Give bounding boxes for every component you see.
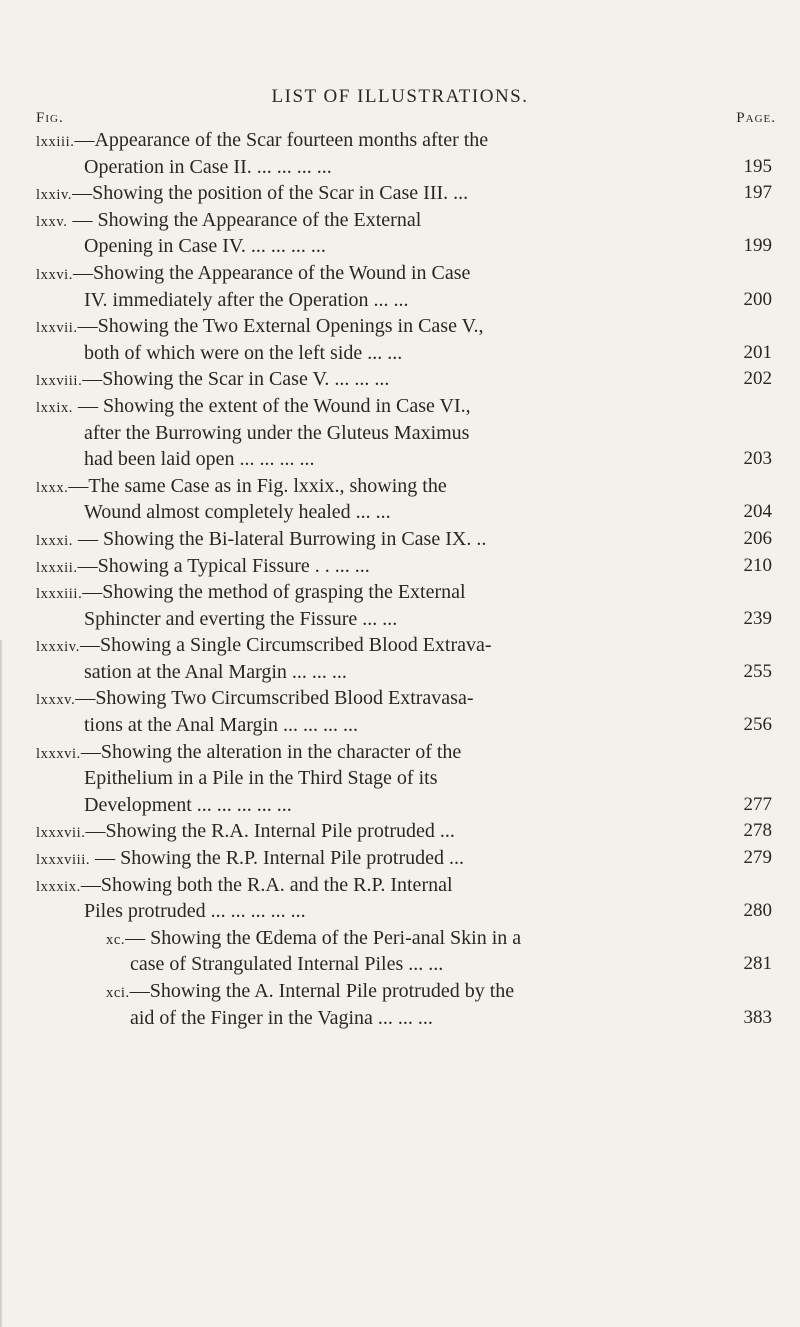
page-number: 280 <box>743 900 772 922</box>
entry-line <box>0 553 800 580</box>
list-item <box>0 260 800 313</box>
separator-dash: — <box>82 581 103 604</box>
entry-text: Showing the R.A. Internal Pile protruded ... <box>105 820 455 843</box>
separator-dash: — <box>67 208 98 231</box>
entry-text: Showing the extent of the Wound in Case VI., <box>103 394 471 417</box>
page-number: 206 <box>743 527 772 549</box>
list-item <box>0 473 800 526</box>
illustration-list <box>0 127 800 1031</box>
list-item <box>0 313 800 366</box>
figure-number: xc. <box>106 931 126 948</box>
figure-number: lxxxiii. <box>36 586 83 603</box>
entry-line <box>0 420 800 447</box>
page-number: 277 <box>743 793 772 815</box>
figure-number: lxxiii. <box>36 134 75 150</box>
page-number: 204 <box>743 501 772 523</box>
separator-dash: — <box>73 394 104 417</box>
list-item <box>0 845 800 872</box>
entry-line <box>0 526 800 553</box>
entry-line <box>0 739 800 766</box>
page-number: 279 <box>743 847 772 869</box>
separator-dash: — <box>125 926 151 949</box>
list-item <box>0 553 800 580</box>
separator-dash: — <box>75 687 96 710</box>
separator-dash: — <box>72 182 93 205</box>
entry-line <box>0 579 800 606</box>
figure-number: lxxxix. <box>36 878 81 895</box>
entry-line <box>0 845 800 872</box>
figure-number: lxxxiv. <box>36 639 80 656</box>
separator-dash: — <box>129 980 150 1002</box>
figure-number: lxxiv. <box>36 187 73 204</box>
figure-number: lxxxviii. <box>36 852 91 869</box>
figure-number: lxxvii. <box>36 320 78 337</box>
list-item <box>0 925 800 978</box>
entry-text: tions at the Anal Margin ... ... ... ... <box>84 714 359 737</box>
list-item <box>0 180 800 207</box>
figure-number: lxxxii. <box>36 559 78 576</box>
page-number: 281 <box>743 953 772 975</box>
entry-line <box>0 393 800 420</box>
entry-text: IV. immediately after the Operation ... ... <box>84 288 409 311</box>
list-item <box>0 978 800 1031</box>
page-number: 278 <box>743 820 772 842</box>
entry-line <box>0 898 800 925</box>
entry-line <box>0 685 800 712</box>
page-number: 239 <box>743 607 772 629</box>
entry-text: Showing both the R.A. and the R.P. Internal <box>100 873 453 896</box>
page-number: 197 <box>743 182 772 204</box>
page-number: 201 <box>743 341 772 363</box>
entry-text: Operation in Case II. ... ... ... ... <box>84 155 332 178</box>
entry-line <box>0 154 800 181</box>
entry-line <box>0 233 800 260</box>
entry-text: Wound almost completely healed ... ... <box>84 501 391 524</box>
entry-text: Showing the Œdema of the Peri-anal Skin in a <box>150 926 522 949</box>
entry-line <box>0 978 800 1005</box>
entry-text: sation at the Anal Margin ... ... ... <box>84 660 347 683</box>
separator-dash: — <box>77 554 98 577</box>
page-number: 383 <box>743 1006 772 1028</box>
entry-line <box>0 872 800 899</box>
list-item <box>0 393 800 473</box>
entry-line <box>0 765 800 792</box>
entry-text: Showing a Single Circumscribed Blood Extrava- <box>99 634 492 657</box>
entry-line <box>0 499 800 526</box>
entry-line <box>0 606 800 633</box>
page-column-heading: Page. <box>736 110 776 126</box>
figure-number: xci. <box>106 985 130 1001</box>
fig-column-heading: Fig. <box>36 110 64 126</box>
entry-text: had been laid open ... ... ... ... <box>84 448 315 471</box>
entry-text: Showing a Typical Fissure . . ... ... <box>97 554 370 577</box>
entry-text: The same Case as in Fig. lxxix., showing the <box>88 474 447 497</box>
scan-edge <box>0 640 3 1327</box>
separator-dash: — <box>77 315 98 338</box>
entry-line <box>0 1005 800 1032</box>
entry-line <box>0 818 800 845</box>
separator-dash: — <box>82 368 103 391</box>
entry-line <box>0 340 800 367</box>
entry-line <box>0 659 800 686</box>
separator-dash: — <box>73 261 94 284</box>
entry-text: Showing Two Circumscribed Blood Extravasa- <box>95 687 474 710</box>
figure-number: lxxx. <box>36 479 69 496</box>
page-number: 200 <box>743 288 772 310</box>
entry-text: after the Burrowing under the Gluteus Maximus <box>84 421 470 444</box>
page-number: 203 <box>743 448 772 470</box>
list-item <box>0 872 800 925</box>
entry-line <box>0 180 800 207</box>
figure-number: lxxxv. <box>36 692 76 709</box>
entry-line <box>0 925 800 952</box>
separator-dash: — <box>79 634 100 657</box>
separator-dash: — <box>73 527 104 550</box>
entry-text: aid of the Finger in the Vagina ... ... ... <box>130 1006 433 1029</box>
figure-number: lxxvi. <box>36 266 74 283</box>
page-number: 210 <box>743 554 772 576</box>
figure-number: lxxxvii. <box>36 825 86 842</box>
entry-text: Showing the Scar in Case V. ... ... ... <box>102 368 390 391</box>
page-number: 256 <box>743 714 772 736</box>
entry-text: both of which were on the left side ... ... <box>84 341 403 364</box>
entry-text: Piles protruded ... ... ... ... ... <box>84 900 306 923</box>
separator-dash: — <box>68 474 89 497</box>
entry-text: Showing the A. Internal Pile protruded by the <box>149 980 515 1002</box>
entry-line <box>0 632 800 659</box>
entry-line <box>0 313 800 340</box>
entry-line <box>0 446 800 473</box>
entry-line <box>0 366 800 393</box>
separator-dash: — <box>85 820 106 843</box>
entry-text: Showing the Appearance of the External <box>97 208 422 231</box>
entry-text: Appearance of the Scar fourteen months after the <box>94 129 489 151</box>
figure-number: lxxv. <box>36 213 68 230</box>
list-item <box>0 685 800 738</box>
page-number: 195 <box>743 155 772 177</box>
entry-line <box>0 473 800 500</box>
entry-line <box>0 792 800 819</box>
entry-text: Showing the R.P. Internal Pile protruded ... <box>120 847 464 870</box>
entry-line <box>0 951 800 978</box>
list-item <box>0 526 800 553</box>
entry-line <box>0 712 800 739</box>
list-item <box>0 366 800 393</box>
page-number: 255 <box>743 660 772 682</box>
entry-text: case of Strangulated Internal Piles ... ... <box>130 953 444 976</box>
list-item <box>0 632 800 685</box>
list-item <box>0 127 800 180</box>
entry-line <box>0 127 800 154</box>
entry-text: Showing the Two External Openings in Case V., <box>97 315 484 338</box>
entry-text: Showing the Appearance of the Wound in Case <box>93 261 471 284</box>
entry-text: Showing the alteration in the character of the <box>100 740 462 763</box>
list-item <box>0 818 800 845</box>
list-item <box>0 579 800 632</box>
page-title: LIST OF ILLUSTRATIONS. <box>271 86 529 107</box>
list-item <box>0 739 800 819</box>
entry-line <box>0 207 800 234</box>
entry-text: Epithelium in a Pile in the Third Stage of its <box>84 767 438 790</box>
entry-text: Development ... ... ... ... ... <box>84 793 292 816</box>
separator-dash: — <box>80 873 101 896</box>
entry-text: Showing the position of the Scar in Case III. ... <box>92 182 469 205</box>
figure-number: lxxxvi. <box>36 745 81 762</box>
entry-line <box>0 287 800 314</box>
entry-text: Sphincter and everting the Fissure ... ... <box>84 607 398 630</box>
entry-text: Showing the method of grasping the External <box>102 581 466 604</box>
separator-dash: — <box>74 129 95 151</box>
page-number: 202 <box>743 368 772 390</box>
figure-number: lxxviii. <box>36 373 83 390</box>
entry-text: Showing the Bi-lateral Burrowing in Case IX. .. <box>103 527 487 550</box>
list-item <box>0 207 800 260</box>
page-number: 199 <box>743 235 772 257</box>
figure-number: lxxxi. <box>36 532 74 549</box>
separator-dash: — <box>90 847 121 870</box>
figure-number: lxxix. <box>36 399 74 416</box>
entry-text: Opening in Case IV. ... ... ... ... <box>84 235 326 258</box>
separator-dash: — <box>80 740 101 763</box>
entry-line <box>0 260 800 287</box>
